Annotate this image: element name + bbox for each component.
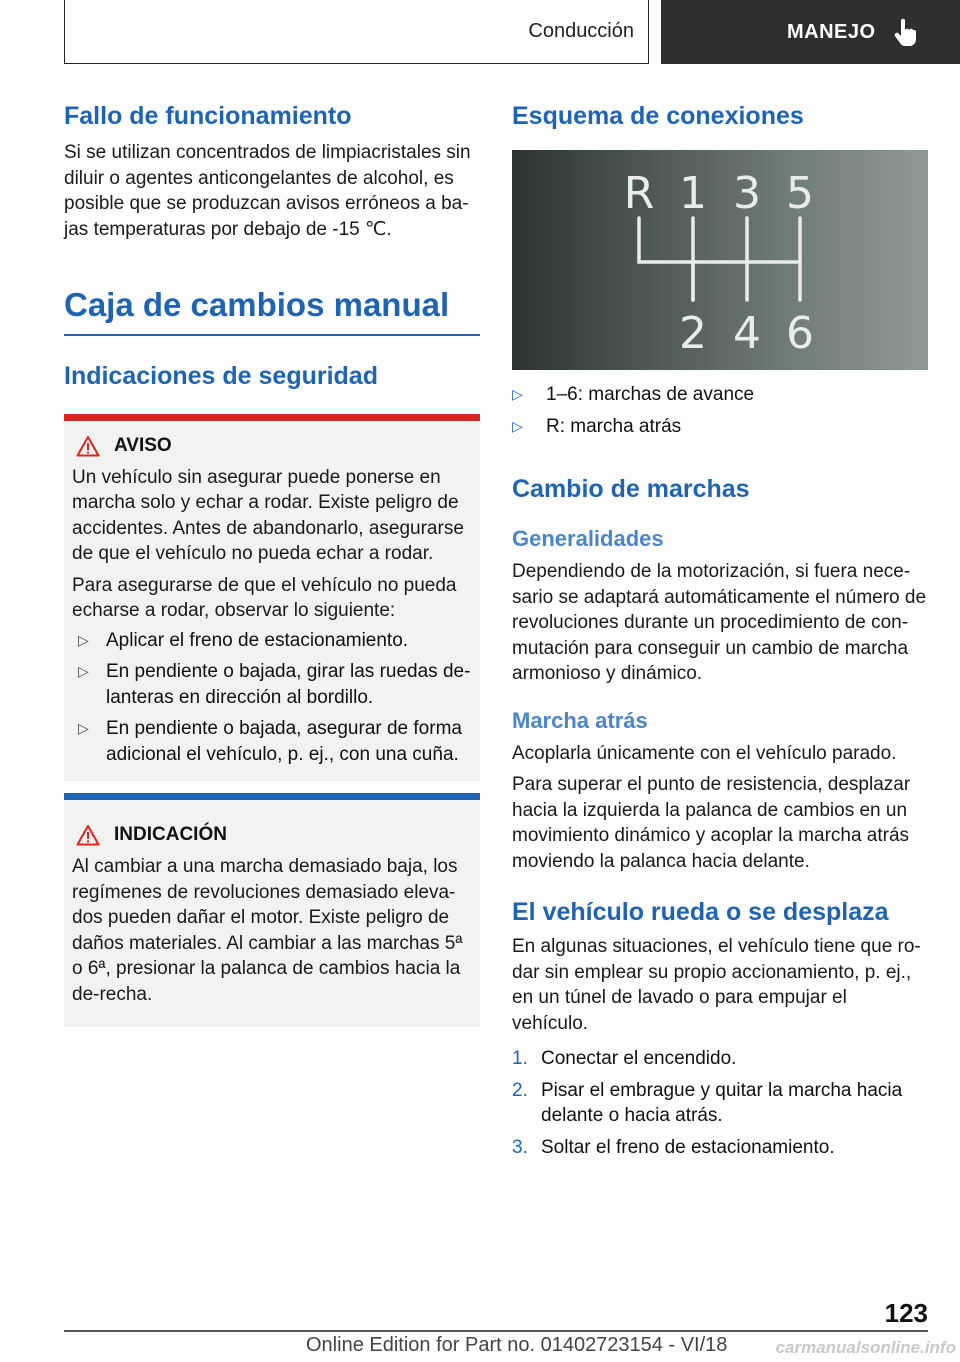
gear-label-6: 6	[786, 308, 814, 359]
general-text: Dependiendo de la motorización, si fuera nece-sario se adaptará automáticamente el número de revoluciones durante un procedimiento de con-mutación para conseguir un cambio de marcha armonioso y dinámico.	[512, 561, 927, 684]
fault-text: Si se utilizan concentrados de limpiacristales sin diluir o agentes anticongelantes de alcohol, es posible que se produzcan avisos erróneos a ba-jas temperaturas por debajo de -15 ℃.	[64, 142, 471, 240]
fault-heading: Fallo de funcionamiento	[64, 102, 352, 130]
shift-heading: Cambio de marchas	[512, 475, 750, 503]
notice-title-label: INDICACIÓN	[114, 824, 227, 845]
list-item: 3. Soltar el freno de estacionamiento.	[512, 1136, 835, 1158]
footer-rule	[64, 1330, 928, 1332]
list-item: ▷ En pendiente o bajada, asegurar de forma adicional el vehículo, p. ej., con una cuña.	[78, 718, 462, 765]
gear-label-r: R	[623, 168, 655, 219]
scheme-heading: Esquema de conexiones	[512, 102, 804, 130]
gear-shift-pattern-image	[512, 150, 928, 370]
gear-label-1: 1	[679, 168, 707, 219]
list-item: 1. Conectar el encendido.	[512, 1048, 737, 1069]
reverse-text-2: Para superar el punto de resistencia, desplazar hacia la izquierda la palanca de cambios en un movimiento dinámico y acoplar la marcha atrás moviendo la palanca hacia delante.	[512, 774, 911, 872]
list-item: 2. Pisar el embrague y quitar la marcha hacia delante o hacia atrás.	[512, 1079, 903, 1126]
warning-list	[72, 628, 472, 768]
main-title: Caja de cambios manual	[64, 286, 450, 323]
footer-edition: Online Edition for Part no. 01402723154 - VI/18	[306, 1334, 728, 1356]
list-item: ▷ En pendiente o bajada, girar las ruedas de-lanteras en dirección al bordillo.	[78, 661, 471, 708]
warning-text-2: Para asegurarse de que el vehículo no pueda echarse a rodar, observar lo siguiente:	[72, 574, 457, 621]
general-heading: Generalidades	[512, 526, 664, 551]
triangle-bullet-icon: ▷	[78, 720, 89, 736]
notice-title	[72, 824, 472, 846]
gear-pattern-graphic	[512, 150, 928, 370]
header-chapter-label: MANEJO	[787, 20, 876, 43]
notice-text: Al cambiar a una marcha demasiado baja, los regímenes de revoluciones demasiado eleva-dos pueden dañar el motor. Existe peligro de daños materiales. Al cambiar a las marchas 5ª o 6ª, presionar la palanca de cambios hacia la de-recha.	[72, 856, 463, 1005]
left-column	[64, 100, 480, 1027]
list-item: ▷ R: marcha atrás	[512, 414, 928, 440]
header-section-tab	[64, 0, 649, 64]
reverse-heading: Marcha atrás	[512, 707, 648, 733]
gear-label-5: 5	[786, 168, 814, 219]
warning-triangle-icon	[76, 824, 100, 846]
list-item: ▷ 1–6: marchas de avance	[512, 382, 928, 408]
gear-label-2: 2	[679, 308, 707, 359]
safety-heading: Indicaciones de seguridad	[64, 361, 378, 390]
hand-pointer-icon	[894, 17, 918, 47]
steps-list	[512, 1046, 928, 1160]
warning-box	[64, 414, 480, 782]
title-rule	[64, 334, 480, 336]
warning-title-label: AVISO	[114, 434, 172, 456]
triangle-bullet-icon: ▷	[78, 663, 89, 679]
right-column	[512, 100, 928, 1160]
warning-triangle-icon	[76, 435, 100, 457]
triangle-bullet-icon: ▷	[512, 417, 523, 434]
header-section-label: Conducción	[528, 20, 634, 42]
notice-box	[64, 793, 480, 1027]
gear-label-4: 4	[733, 308, 761, 359]
warning-text-1: Un vehículo sin asegurar puede ponerse en marcha solo y echar a rodar. Existe peligro de accidentes. Antes de abandonarlo, asegurarse de que el vehículo no pueda echar a rodar.	[72, 466, 464, 564]
reverse-text-1: Acoplarla únicamente con el vehículo parado.	[512, 742, 897, 764]
warning-title	[72, 435, 472, 457]
triangle-bullet-icon: ▷	[78, 631, 89, 648]
page-number: 123	[884, 1298, 928, 1328]
list-item: ▷ Aplicar el freno de estacionamiento.	[72, 628, 472, 654]
rolling-text: En algunas situaciones, el vehículo tiene que ro-dar sin emplear su propio accionamiento, p. ej., en un túnel de lavado o para empujar el vehículo.	[512, 936, 921, 1034]
watermark: carmanualsonline.info	[775, 1338, 956, 1357]
triangle-bullet-icon: ▷	[512, 386, 523, 402]
rolling-heading: El vehículo rueda o se desplaza	[512, 898, 889, 926]
scheme-list	[512, 382, 928, 439]
header-chapter-tab	[661, 0, 960, 64]
gear-label-3: 3	[733, 168, 761, 219]
